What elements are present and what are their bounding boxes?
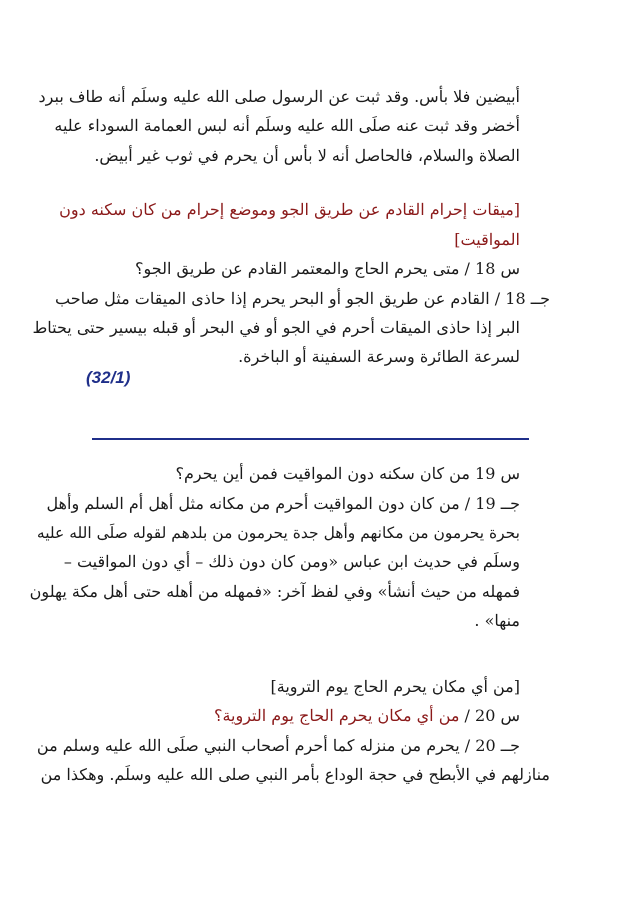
paragraph-line: أخضر وقد ثبت عنه صلَى الله عليه وسلَم أنه لبس العمامة السوداء عليه [54, 116, 520, 135]
answer-19-line: بحرة يحرمون من مكانهم وأهل جدة يحرمون من بلدهم لقوله صلَى الله عليه [36, 524, 520, 542]
answer-20-line: جــ 20 / يحرم من منزله كما أحرم أصحاب النبي صلَى الله عليه وسلم من [36, 736, 520, 755]
answer-18-line: جــ 18 / القادم عن طريق الجو أو البحر يحرم إذا حاذى الميقات مثل صاحب [55, 289, 550, 308]
question-20 [214, 705, 520, 727]
paragraph-line: الصلاة والسلام، فالحاصل أنه لا بأس أن يحرم في ثوب غير أبيض. [94, 146, 520, 165]
divider-line [92, 438, 529, 440]
page-reference: (32/1) [86, 368, 131, 387]
question-20-number: س 20 / [459, 706, 520, 725]
answer-19-line: وسلَم في حديث ابن عباس «ومن كان دون ذلك – أي دون المواقيت – [63, 552, 520, 571]
section-heading: المواقيت] [454, 230, 520, 249]
answer-18-line: لسرعة الطائرة وسرعة السفينة أو الباخرة. [238, 347, 520, 366]
section-heading: [ميقات إحرام القادم عن طريق الجو وموضع إحرام من كان سكنه دون [59, 200, 520, 219]
paragraph-line: أبيضين فلا بأس. وقد ثبت عن الرسول صلى الله عليه وسلَم أنه طاف ببرد [38, 87, 520, 106]
answer-18-line: البر إذا حاذى الميقات أحرم في الجو أو في البحر أو قبله بيسير حتى يحتاط [32, 318, 520, 337]
question-18: س 18 / متى يحرم الحاج والمعتمر القادم عن طريق الجو؟ [135, 259, 520, 278]
question-19: س 19 من كان سكنه دون المواقيت فمن أين يحرم؟ [175, 464, 520, 483]
answer-20-line: منازلهم في الأبطح في حجة الوداع بأمر النبي صلى الله عليه وسلَم. وهكذا من [40, 765, 550, 784]
question-20-text: من أي مكان يحرم الحاج يوم التروية؟ [213, 706, 460, 725]
section-heading: [من أي مكان يحرم الحاج يوم التروية] [270, 677, 520, 696]
answer-19-line: جــ 19 / من كان دون المواقيت أحرم من مكانه مثل أهل أم السلم وأهل [46, 494, 520, 513]
answer-19-line: فمهله من حيث أنشأ» وفي لفظ آخر: «فمهله من أهله حتى أهل مكة يهلون [29, 582, 520, 601]
answer-19-line: منها» . [474, 611, 520, 630]
